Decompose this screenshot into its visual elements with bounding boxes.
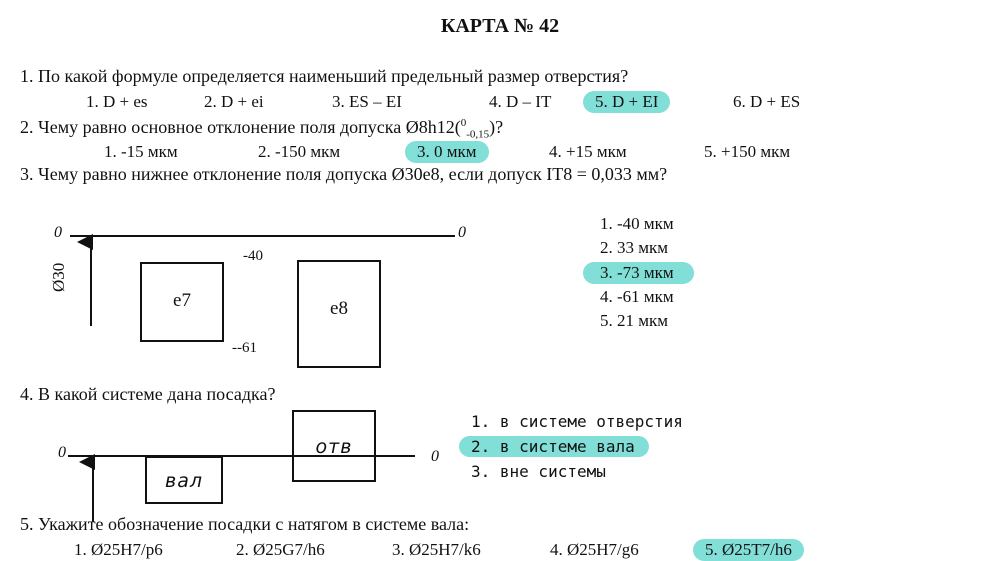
q4-box-shaft [145,456,223,504]
q3-box-e7-label: е7 [173,290,191,311]
card-title: КАРТА № 42 [440,15,560,37]
q4-zero-right-label: 0 [431,448,439,465]
q2-option-5: 5. +150 мкм [704,142,791,161]
question-3-text: 3. Чему равно нижнее отклонение поля допуска Ø30е8, если допуск IT8 = 0,033 мм? [20,164,668,184]
q3-option-1: 1. -40 мкм [600,214,674,233]
q1-option-3: 3. ES – EI [332,92,402,111]
question-4-text: 4. В какой системе дана посадка? [20,384,276,404]
q3-option-4: 4. -61 мкм [600,287,674,306]
q4-option-2-highlighted: 2. в системе вала [459,436,649,457]
question-5-text: 5. Укажите обозначение посадки с натягом в системе вала: [20,514,470,534]
q2-sup: 0 [460,117,467,129]
q1-option-6: 6. D + ES [733,92,801,111]
q2-text-start: 2. Чему равно основное отклонение поля допуска Ø8h12( [20,117,461,137]
q5-option-4: 4. Ø25H7/g6 [550,540,639,559]
question-1-text: 1. По какой формуле определяется наименьший предельный размер отверстия? [20,66,629,86]
q1-option-5-highlighted: 5. D + EI [583,91,670,113]
q3-diameter-label: Ø30 [49,262,68,292]
q4-box-hole-label: отв [315,436,353,458]
q3-option-2: 2. 33 мкм [600,238,669,257]
q2-option-2: 2. -150 мкм [258,142,341,161]
q4-box-shaft-label: вал [165,470,203,492]
q3-box-e8 [297,260,381,368]
q4-zero-left-label: 0 [58,444,66,461]
q3-zero-left-label: 0 [54,224,62,241]
q4-box-hole [292,410,376,482]
q5-option-5-highlighted: 5. Ø25T7/h6 [693,539,804,561]
q3-upper-deviation-label: -40 [243,248,263,264]
q3-box-e8-label: е8 [330,298,348,319]
q3-box-e7 [140,262,224,342]
q3-option-3-highlighted: 3. -73 мкм [583,262,694,284]
q2-sub: -0,15 [466,128,490,141]
q5-option-1: 1. Ø25H7/p6 [74,540,163,559]
q3-lower-deviation-label: --61 [232,340,257,356]
q3-zero-right-label: 0 [458,224,466,241]
q1-option-2: 2. D + ei [204,92,264,111]
q2-option-4: 4. +15 мкм [549,142,627,161]
q5-option-2: 2. Ø25G7/h6 [236,540,325,559]
q4-option-1: 1. в системе отверстия [471,412,683,431]
q3-option-5: 5. 21 мкм [600,311,669,330]
q2-text-end: )? [489,117,504,137]
q2-option-3-highlighted: 3. 0 мкм [405,141,489,163]
q1-option-4: 4. D – IT [489,92,552,111]
q4-option-3: 3. вне системы [471,462,606,481]
q1-option-1: 1. D + es [86,92,148,111]
q5-option-3: 3. Ø25H7/k6 [392,540,481,559]
q2-option-1: 1. -15 мкм [104,142,178,161]
